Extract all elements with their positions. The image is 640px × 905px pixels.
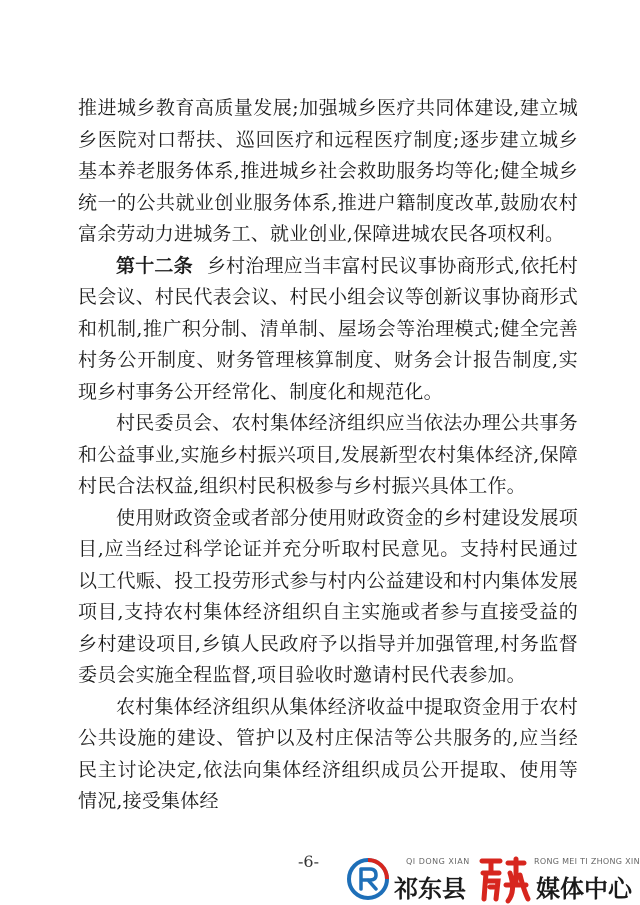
watermark-name-left: 祁东县: [394, 875, 466, 903]
page-number: -6-: [298, 852, 319, 871]
paragraph-3-text: 村民委员会、农村集体经济组织应当依法办理公共事务和公益事业,实施乡村振兴项目,发展新型农村集体经济,保障村民合法权益,组织村民积极参与乡村振兴具体工作。: [78, 412, 578, 497]
body-text: [78, 93, 578, 818]
paragraph-1-text: 推进城乡教育高质量发展;加强城乡医疗共同体建设,建立城乡医院对口帮扶、巡回医疗和远程医疗制度;逐步建立城乡基本养老服务体系,推进城乡社会救助服务均等化;健全城乡统一的公共就业创业服务体系,推进户籍制度改革,鼓励农村富余劳动力进城务工、就业创业,保障进城农民各项权利。: [78, 97, 578, 245]
watermark-pinyin-left: QI DONG XIAN: [406, 857, 470, 866]
paragraph-1: [78, 93, 578, 251]
seal-logo-icon: [478, 855, 532, 905]
media-center-watermark: [346, 855, 640, 905]
paragraph-4: [78, 503, 578, 692]
media-logo-icon: [346, 857, 390, 901]
paragraph-4-text: 使用财政资金或者部分使用财政资金的乡村建设发展项目,应当经过科学论证并充分听取村民意见。支持村民通过以工代赈、投工投劳形式参与村内公益建设和村内集体发展项目,支持农村集体经济组织自主实施或者参与直接受益的乡村建设项目,乡镇人民政府予以指导并加强管理,村务监督委员会实施全程监督,项目验收时邀请村民代表参加。: [78, 506, 578, 686]
paragraph-5: [78, 692, 578, 818]
article-number: 第十二条: [116, 254, 193, 277]
paragraph-3: [78, 408, 578, 503]
paragraph-2: [78, 251, 578, 409]
watermark-name-right: 媒体中心: [536, 875, 632, 903]
paragraph-2-text: 乡村治理应当丰富村民议事协商形式,依托村民会议、村民代表会议、村民小组会议等创新议事协商形式和机制,推广积分制、清单制、屋场会等治理模式;健全完善村务公开制度、财务管理核算制度、财务会计报告制度,实现乡村事务公开经常化、制度化和规范化。: [78, 254, 578, 403]
watermark-pinyin-right: RONG MEI TI ZHONG XIN: [534, 857, 640, 866]
paragraph-5-text: 农村集体经济组织从集体经济收益中提取资金用于农村公共设施的建设、管护以及村庄保洁等公共服务的,应当经民主讨论决定,依法向集体经济组织成员公开提取、使用等情况,接受集体经: [78, 695, 578, 812]
